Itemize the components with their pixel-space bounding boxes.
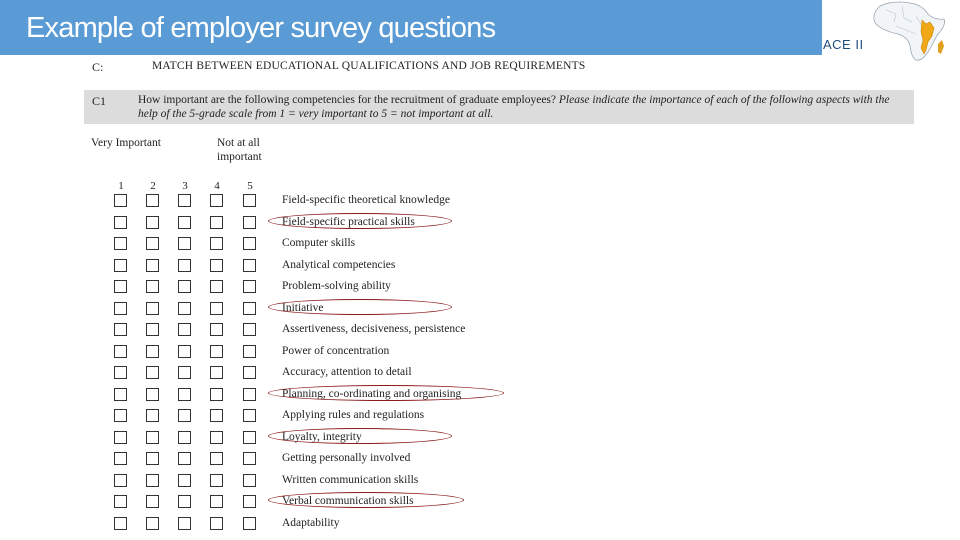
rating-checkbox-4[interactable] <box>210 431 223 444</box>
africa-map-icon <box>866 0 952 62</box>
rating-checkbox-3[interactable] <box>178 216 191 229</box>
rating-checkbox-4[interactable] <box>210 474 223 487</box>
scale-number: 3 <box>182 180 188 192</box>
competency-label: Field-specific practical skills <box>282 215 415 228</box>
question-instruction: Please indicate the importance of each of the following aspects with the help of the 5-grade scale from 1 = very important to 5 = not important at all. <box>138 94 890 120</box>
rating-checkbox-2[interactable] <box>146 280 159 293</box>
list-item <box>0 515 600 536</box>
rating-checkbox-1[interactable] <box>114 388 127 401</box>
scale-number: 5 <box>247 180 253 192</box>
rating-checkbox-2[interactable] <box>146 237 159 250</box>
rating-checkbox-3[interactable] <box>178 302 191 315</box>
rating-checkbox-5[interactable] <box>243 280 256 293</box>
list-item <box>0 321 600 342</box>
list-item <box>0 386 600 407</box>
rating-checkbox-3[interactable] <box>178 366 191 379</box>
rating-checkbox-1[interactable] <box>114 259 127 272</box>
rating-checkbox-1[interactable] <box>114 517 127 530</box>
rating-checkbox-4[interactable] <box>210 302 223 315</box>
rating-checkbox-4[interactable] <box>210 409 223 422</box>
rating-checkbox-4[interactable] <box>210 495 223 508</box>
rating-checkbox-1[interactable] <box>114 302 127 315</box>
competency-label: Analytical competencies <box>282 258 396 271</box>
rating-checkbox-4[interactable] <box>210 280 223 293</box>
scale-number: 2 <box>150 180 156 192</box>
logo-text: ACE II <box>823 37 864 52</box>
rating-checkbox-5[interactable] <box>243 409 256 422</box>
list-item <box>0 407 600 428</box>
rating-checkbox-2[interactable] <box>146 194 159 207</box>
rating-checkbox-5[interactable] <box>243 517 256 530</box>
rating-checkbox-1[interactable] <box>114 237 127 250</box>
rating-checkbox-2[interactable] <box>146 388 159 401</box>
rating-checkbox-2[interactable] <box>146 452 159 465</box>
list-item <box>0 429 600 450</box>
competency-label: Assertiveness, decisiveness, persistence <box>282 323 466 335</box>
rating-checkbox-1[interactable] <box>114 409 127 422</box>
rating-checkbox-2[interactable] <box>146 302 159 315</box>
competency-label: Loyalty, integrity <box>282 430 362 443</box>
rating-checkbox-3[interactable] <box>178 495 191 508</box>
rating-checkbox-1[interactable] <box>114 452 127 465</box>
question-box <box>84 90 914 124</box>
competency-label: Field-specific theoretical knowledge <box>282 194 450 206</box>
rating-checkbox-3[interactable] <box>178 194 191 207</box>
competency-label: Power of concentration <box>282 344 390 357</box>
rating-checkbox-5[interactable] <box>243 474 256 487</box>
list-item <box>0 192 600 213</box>
rating-checkbox-2[interactable] <box>146 474 159 487</box>
rating-checkbox-3[interactable] <box>178 280 191 293</box>
rating-checkbox-3[interactable] <box>178 474 191 487</box>
rating-checkbox-2[interactable] <box>146 323 159 336</box>
question-text <box>138 93 908 121</box>
rating-checkbox-2[interactable] <box>146 409 159 422</box>
rating-checkbox-3[interactable] <box>178 345 191 358</box>
rating-checkbox-4[interactable] <box>210 517 223 530</box>
competency-label: Applying rules and regulations <box>282 409 425 421</box>
rating-checkbox-3[interactable] <box>178 409 191 422</box>
section-label: C: <box>92 60 104 74</box>
rating-checkbox-5[interactable] <box>243 237 256 250</box>
highlight-circle <box>268 213 452 229</box>
list-item <box>0 493 600 514</box>
rating-checkbox-1[interactable] <box>114 280 127 293</box>
scale-right-label: Not at all important <box>217 137 262 163</box>
list-item <box>0 235 600 256</box>
list-item <box>0 214 600 235</box>
rating-checkbox-5[interactable] <box>243 388 256 401</box>
rating-checkbox-2[interactable] <box>146 216 159 229</box>
rating-checkbox-1[interactable] <box>114 323 127 336</box>
rating-checkbox-5[interactable] <box>243 216 256 229</box>
rating-checkbox-1[interactable] <box>114 216 127 229</box>
rating-checkbox-1[interactable] <box>114 345 127 358</box>
scale-left-label: Very Important <box>91 137 161 149</box>
rating-checkbox-4[interactable] <box>210 452 223 465</box>
highlight-circle <box>268 299 452 315</box>
rating-checkbox-5[interactable] <box>243 323 256 336</box>
question-label: C1 <box>92 94 107 108</box>
competency-label: Adaptability <box>282 516 340 529</box>
rating-checkbox-3[interactable] <box>178 431 191 444</box>
rating-checkbox-3[interactable] <box>178 517 191 530</box>
rating-checkbox-3[interactable] <box>178 259 191 272</box>
competency-label: Planning, co-ordinating and organising <box>282 387 462 400</box>
slide-title: Example of employer survey questions <box>26 12 496 44</box>
rating-checkbox-1[interactable] <box>114 495 127 508</box>
rating-checkbox-3[interactable] <box>178 237 191 250</box>
list-item <box>0 343 600 364</box>
section-title: MATCH BETWEEN EDUCATIONAL QUALIFICATIONS AND JOB REQUIREMENTS <box>152 60 586 72</box>
rating-checkbox-1[interactable] <box>114 194 127 207</box>
rating-checkbox-3[interactable] <box>178 452 191 465</box>
competency-label: Written communication skills <box>282 473 419 486</box>
rating-checkbox-2[interactable] <box>146 431 159 444</box>
highlight-circle <box>268 492 464 508</box>
rating-checkbox-5[interactable] <box>243 366 256 379</box>
rating-checkbox-2[interactable] <box>146 366 159 379</box>
rating-checkbox-5[interactable] <box>243 495 256 508</box>
scale-number: 1 <box>118 180 124 192</box>
highlight-circle <box>268 385 504 401</box>
list-item <box>0 472 600 493</box>
rating-checkbox-4[interactable] <box>210 388 223 401</box>
rating-checkbox-5[interactable] <box>243 194 256 207</box>
rating-checkbox-2[interactable] <box>146 259 159 272</box>
rating-checkbox-4[interactable] <box>210 259 223 272</box>
list-item <box>0 450 600 471</box>
list-item <box>0 278 600 299</box>
rating-checkbox-1[interactable] <box>114 474 127 487</box>
rating-checkbox-1[interactable] <box>114 431 127 444</box>
rating-checkbox-1[interactable] <box>114 366 127 379</box>
highlight-circle <box>268 428 452 444</box>
list-item <box>0 364 600 385</box>
list-item <box>0 300 600 321</box>
rating-checkbox-5[interactable] <box>243 431 256 444</box>
rating-checkbox-2[interactable] <box>146 495 159 508</box>
rating-checkbox-2[interactable] <box>146 345 159 358</box>
rating-checkbox-4[interactable] <box>210 345 223 358</box>
rating-checkbox-4[interactable] <box>210 216 223 229</box>
rating-checkbox-4[interactable] <box>210 194 223 207</box>
rating-checkbox-3[interactable] <box>178 388 191 401</box>
list-item <box>0 257 600 278</box>
rating-checkbox-4[interactable] <box>210 237 223 250</box>
competency-label: Getting personally involved <box>282 452 411 464</box>
rating-checkbox-5[interactable] <box>243 452 256 465</box>
rating-checkbox-4[interactable] <box>210 366 223 379</box>
rating-checkbox-5[interactable] <box>243 302 256 315</box>
competency-label: Problem-solving ability <box>282 280 391 292</box>
competency-label: Verbal communication skills <box>282 495 414 507</box>
question-main: How important are the following competencies for the recruitment of graduate employees? <box>138 94 556 106</box>
competency-label: Accuracy, attention to detail <box>282 366 412 378</box>
rating-checkbox-5[interactable] <box>243 345 256 358</box>
rating-checkbox-2[interactable] <box>146 517 159 530</box>
rating-checkbox-5[interactable] <box>243 259 256 272</box>
rating-checkbox-4[interactable] <box>210 323 223 336</box>
competency-label: Computer skills <box>282 237 356 249</box>
rating-checkbox-3[interactable] <box>178 323 191 336</box>
competency-label: Initiative <box>282 301 324 314</box>
scale-number: 4 <box>214 180 220 192</box>
